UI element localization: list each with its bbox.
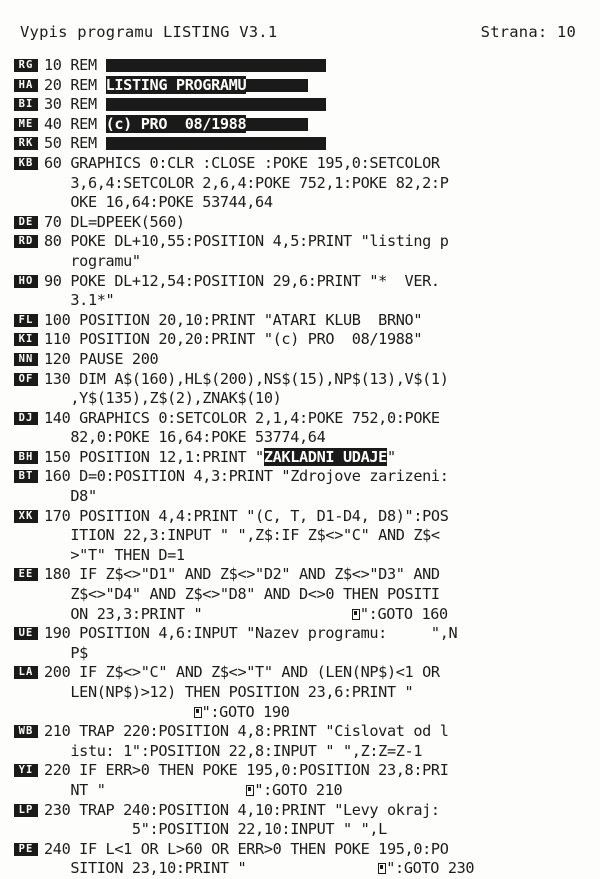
control-char-icon [352,609,360,620]
code-segment: 60 GRAPHICS 0:CLR :CLOSE :POKE 195,0:SETCOLOR [44,153,440,172]
code-text [44,703,290,723]
code-text [44,428,325,448]
code-segment: 180 IF Z$<>"D1" AND Z$<>"D2" AND Z$<>"D3" AND [44,565,440,584]
listing-line [14,409,594,429]
code-text [44,801,440,821]
checksum-badge: PE [14,843,38,856]
rem-banner-block [106,98,326,111]
code-text [44,448,396,468]
listing-line [14,370,594,390]
code-segment: 220 IF ERR>0 THEN POKE 195,0:POSITION 23,8:PRI [44,761,449,780]
listing-line [14,311,594,331]
code-text [44,781,342,801]
code-segment: 3.1*" [44,291,115,310]
code-segment: 80 POKE DL+10,55:POSITION 4,5:PRINT "listing p [44,232,449,251]
code-text [44,291,114,311]
code-text [44,487,97,507]
code-segment: rogramu" [44,251,141,270]
code-segment: SITION 23,10:PRINT " [44,859,247,878]
code-text [44,546,185,566]
rem-banner-block [106,137,326,150]
rem-banner-block [246,79,308,92]
code-segment: 150 POSITION 12,1:PRINT " [44,447,264,466]
checksum-badge: HO [14,275,38,288]
listing-line [14,859,594,879]
code-text [44,389,281,409]
code-segment: ":GOTO 230 [386,859,475,878]
code-segment: P$ [44,643,88,662]
code-segment: 20 REM [44,75,106,94]
listing-line [14,134,594,154]
checksum-badge: BT [14,470,38,483]
listing-title: Vypis programu LISTING V3.1 [20,23,278,41]
code-segment: 160 D=0:POSITION 4,3:PRINT "Zdrojove zarizeni: [44,467,449,486]
listing-line [14,154,594,174]
control-char-icon [378,863,386,874]
checksum-badge: FL [14,314,38,327]
checksum-badge: YI [14,764,38,777]
control-char-icon [246,785,254,796]
code-segment: 70 DL=DPEEK(560) [44,212,185,231]
code-text [44,193,273,213]
checksum-badge: LP [14,804,38,817]
code-segment: 200 IF Z$<>"C" AND Z$<>"T" AND (LEN(NP$)<1 OR [44,663,440,682]
code-segment: ITION 22,3:INPUT " ",Z$:IF Z$<>"C" AND Z$< [44,526,440,545]
rem-banner-block [106,59,326,72]
code-text [44,95,326,115]
code-text [44,722,449,742]
spacing [106,794,247,795]
page-header [20,20,576,44]
listing-line [14,291,594,311]
checksum-badge: NN [14,353,38,366]
code-segment: D8" [44,487,97,506]
inverse-video-text: (c) PRO 08/1988 [105,114,247,133]
checksum-badge: RK [14,137,38,150]
checksum-badge: LA [14,666,38,679]
spacing [70,716,193,717]
code-text [44,154,440,174]
code-text [44,742,422,762]
code-text [44,624,457,644]
code-segment: 210 TRAP 220:POSITION 4,8:PRINT "Cislovat od l [44,722,449,741]
code-text [44,174,449,194]
spacing [246,872,378,873]
listing-line [14,252,594,272]
listing-line [14,703,594,723]
code-text [44,859,474,879]
listing-line [14,781,594,801]
code-segment: ":GOTO 210 [254,780,343,799]
code-segment: 140 GRAPHICS 0:SETCOLOR 2,1,4:POKE 752,0:POKE [44,408,440,427]
listing-line [14,213,594,233]
code-text [44,644,88,664]
checksum-badge: KI [14,333,38,346]
listing-line [14,272,594,292]
checksum-badge: BI [14,98,38,111]
code-segment: 3,6,4:SETCOLOR 2,6,4:POKE 752,1:POKE 82,2:P [44,173,449,192]
listing-line [14,526,594,546]
code-text [44,526,440,546]
code-segment: ON 23,3:PRINT " [44,604,203,623]
inverse-video-text: ZAKLADNI UDAJE [263,447,387,466]
listing-line [14,487,594,507]
code-segment: 82,0:POKE 16,64:POKE 53774,64 [44,428,326,447]
code-segment: 5":POSITION 22,10:INPUT " ",L [44,820,387,839]
checksum-badge: HA [14,79,38,92]
listing-line [14,193,594,213]
listing-line [14,840,594,860]
code-segment: ":GOTO 190 [201,702,290,721]
listing-line [14,683,594,703]
listing-line [14,350,594,370]
listing-line [14,605,594,625]
code-text [44,683,413,703]
code-segment: ,Y$(135),Z$(2),ZNAK$(10) [44,389,282,408]
listing-line [14,467,594,487]
code-segment: 170 POSITION 4,4:PRINT "(C, T, D1-D4, D8)":POS [44,506,449,525]
listing-line [14,507,594,527]
code-segment: 230 TRAP 240:POSITION 4,10:PRINT "Levy okraj: [44,800,440,819]
checksum-badge: KB [14,157,38,170]
checksum-badge: ME [14,118,38,131]
program-listing [14,56,594,879]
listing-line [14,565,594,585]
listing-line [14,448,594,468]
listing-line [14,76,594,96]
rem-banner-block [246,118,308,131]
listing-line [14,174,594,194]
listing-line [14,801,594,821]
listing-line [14,546,594,566]
code-text [44,272,440,292]
code-segment: 50 REM [44,134,106,153]
code-text [44,115,308,135]
checksum-badge: EE [14,568,38,581]
page-number: Strana: 10 [480,23,576,41]
code-segment: >"T" THEN D=1 [44,545,185,564]
checksum-badge: WB [14,725,38,738]
code-text [44,761,449,781]
code-segment: 120 PAUSE 200 [44,349,159,368]
checksum-badge: UE [14,627,38,640]
checksum-badge: XK [14,510,38,523]
code-segment: LEN(NP$)>12) THEN POSITION 23,6:PRINT " [44,683,414,701]
checksum-badge: RG [14,59,38,72]
code-text [44,467,449,487]
checksum-badge: OF [14,373,38,386]
checksum-badge: DE [14,216,38,229]
code-text [44,605,448,625]
listing-line [14,232,594,252]
listing-line [14,644,594,664]
listing-line [14,663,594,683]
code-text [44,252,141,272]
code-text [44,213,185,233]
listing-line [14,330,594,350]
control-char-icon [194,707,202,718]
listing-line [14,389,594,409]
listing-line [14,722,594,742]
code-segment: " [386,447,396,466]
code-text [44,232,449,252]
code-segment: istu: 1":POSITION 22,8:INPUT " ",Z:Z=Z-1 [44,741,423,760]
code-text [44,330,422,350]
code-segment: 30 REM [44,95,106,114]
code-segment: Z$<>"D4" AND Z$<>"D8" AND D<>0 THEN POSITI [44,585,440,604]
spacing [202,618,352,619]
code-segment: 130 DIM A$(160),HL$(200),NS$(15),NP$(13),V$(1) [44,369,449,388]
listing-line [14,820,594,840]
code-segment: 240 IF L<1 OR L>60 OR ERR>0 THEN POKE 195,0:PO [44,839,449,858]
code-segment: NT " [44,780,106,799]
code-text [44,134,326,154]
code-text [44,840,449,860]
listing-line [14,624,594,644]
checksum-badge: DJ [14,412,38,425]
code-segment: 100 POSITION 20,10:PRINT "ATARI KLUB BRNO" [44,310,423,329]
listing-line [14,585,594,605]
code-text [44,350,158,370]
code-text [44,507,449,527]
code-text [44,76,308,96]
listing-line [14,428,594,448]
code-text [44,585,440,605]
code-segment: OKE 16,64:POKE 53744,64 [44,193,273,212]
code-text [44,370,449,390]
listing-line [14,95,594,115]
code-segment: 190 POSITION 4,6:INPUT "Nazev programu: ",N [44,624,458,643]
code-text [44,663,440,683]
listing-line [14,761,594,781]
checksum-badge: BH [14,451,38,464]
code-segment: 90 POKE DL+12,54:POSITION 29,6:PRINT "* VER. [44,271,440,290]
code-text [44,409,440,429]
code-text [44,820,387,840]
listing-line [14,56,594,76]
code-segment: 110 POSITION 20,20:PRINT "(c) PRO 08/1988" [44,330,423,349]
code-segment: 40 REM [44,114,106,133]
code-text [44,56,326,76]
code-segment [44,703,70,721]
code-segment: 10 REM [44,56,106,74]
checksum-badge: RD [14,235,38,248]
listing-line [14,115,594,135]
listing-line [14,742,594,762]
inverse-video-text: LISTING PROGRAMU [105,75,247,94]
code-text [44,565,440,585]
code-text [44,311,422,331]
code-segment: ":GOTO 160 [359,604,448,623]
